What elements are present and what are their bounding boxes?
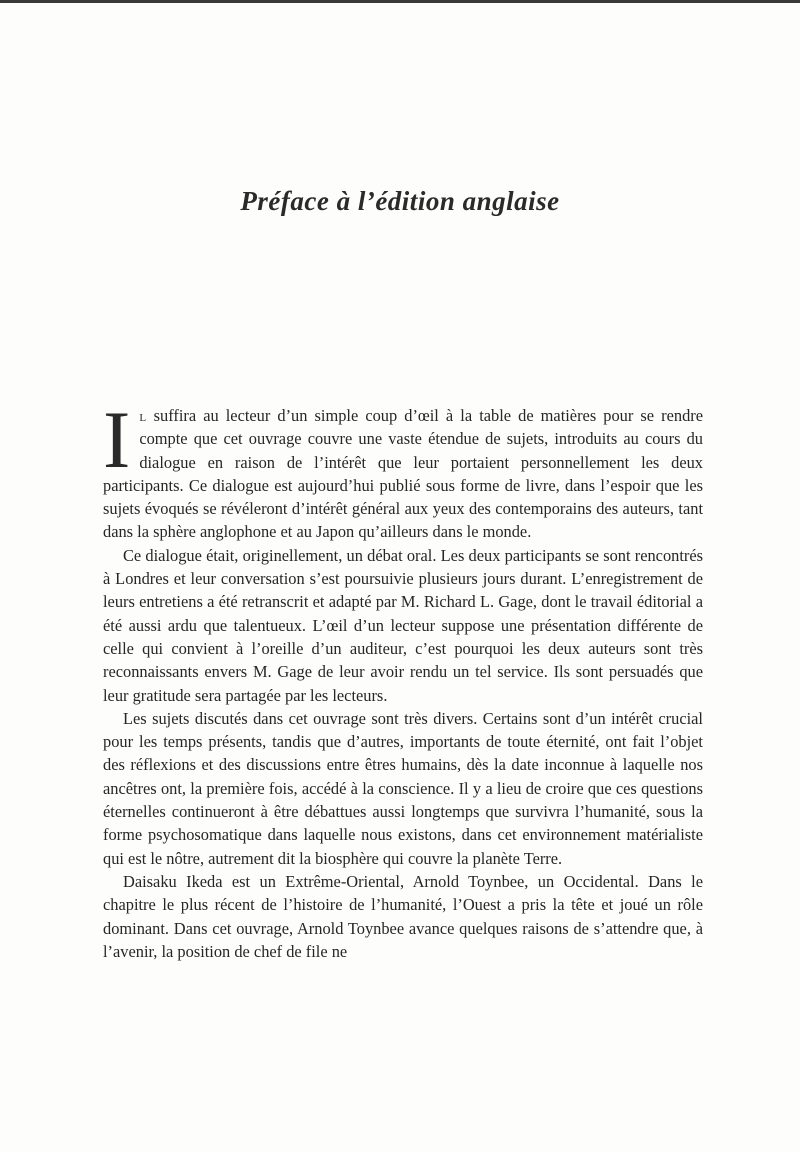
- paragraph-1: [103, 394, 703, 544]
- preface-body: [103, 394, 703, 963]
- paragraph-2: Ce dialogue était, originellement, un débat oral. Les deux participants se sont rencontrés à Londres et leur conversation s’est poursuivie plusieurs jours durant. L’enregistrement de leurs entretiens a été retranscrit et adapté par M. Richard L. Gage, dont le travail éditorial a été aussi ardu que talentueux. L’œil d’un lecteur suppose une présentation différente de celle qui convient à l’oreille d’un auditeur, c’est pourquoi les deux auteurs sont très reconnaissants envers M. Gage de leur avoir rendu un tel service. Ils sont persuadés que leur gratitude sera partagée par les lecteurs.: [103, 545, 703, 705]
- paragraph-3: Les sujets discutés dans cet ouvrage sont très divers. Certains sont d’un intérêt crucial pour les temps présents, tandis que d’autres, importants de toute éternité, ont fait l’objet des réflexions et des discussions entre êtres humains, dès la date inconnue à laquelle nos ancêtres ont, la première fois, accédé à la conscience. Il y a lieu de croire que ces questions éternelles continueront à être débattues aussi longtemps que survivra l’humanité, sous la forme psychosomatique dans laquelle nous existons, dans cet environnement matérialiste qui est le nôtre, autrement dit la biosphère qui couvre la planète Terre.: [103, 708, 703, 868]
- drop-cap: I: [103, 394, 131, 485]
- paragraph-1-text: suffira au lecteur d’un simple coup d’œil à la table de matières pour se rendre compte que cet ouvrage couvre une vaste étendue de sujets, introduits au cours du dialogue en raison de l’intérêt que leur portaient personnellement les deux participants. Ce dialogue est aujourd’hui publié sous forme de livre, dans l’espoir que les sujets évoqués se révéleront d’intérêt général aux yeux des contemporains des auteurs, tant dans la sphère anglophone et au Japon qu’ailleurs dans le monde.: [103, 406, 703, 542]
- paragraph-4: Daisaku Ikeda est un Extrême-Oriental, Arnold Toynbee, un Occidental. Dans le chapitre le plus récent de l’histoire de l’humanité, l’Ouest a pris la tête et joué un rôle dominant. Dans cet ouvrage, Arnold Toynbee avance quelques raisons de s’attendre que, à l’avenir, la position de chef de file ne: [103, 871, 703, 961]
- top-border: [0, 0, 800, 3]
- drop-cap-continuation: l: [139, 406, 147, 425]
- page-title: Préface à l’édition anglaise: [240, 186, 560, 217]
